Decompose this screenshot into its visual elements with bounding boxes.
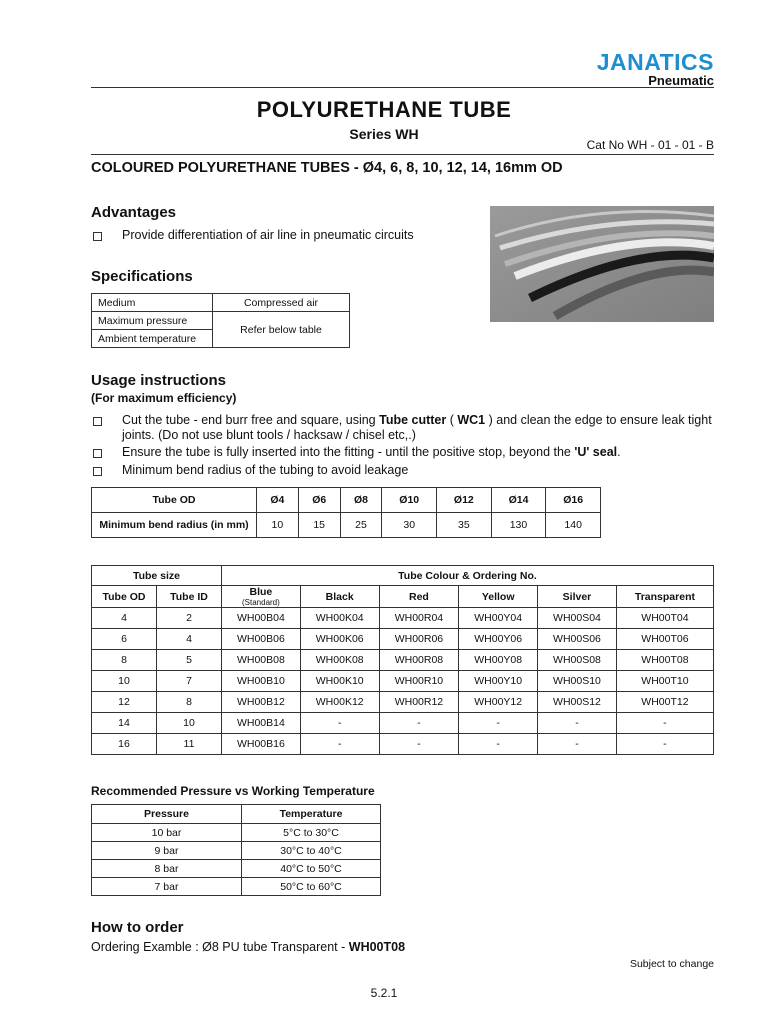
table-cell: 130 bbox=[491, 513, 546, 538]
spec-value: Refer below table bbox=[213, 312, 350, 348]
table-row bbox=[92, 294, 350, 312]
table-cell: 40°C to 50°C bbox=[242, 860, 381, 878]
table-cell: 2 bbox=[157, 608, 222, 629]
table-cell: WH00T04 bbox=[616, 608, 713, 629]
ordering-example-text: Ordering Examble : Ø8 PU tube Transparent - bbox=[91, 940, 349, 954]
checkbox-bullet-icon bbox=[93, 449, 102, 458]
table-cell: 10 bbox=[257, 513, 299, 538]
table-cell: - bbox=[379, 713, 459, 734]
table-row bbox=[92, 878, 381, 896]
table-cell: 5°C to 30°C bbox=[242, 824, 381, 842]
table-row bbox=[92, 650, 714, 671]
table-row bbox=[92, 860, 381, 878]
spec-value: Compressed air bbox=[213, 294, 350, 312]
table-cell: WH00K10 bbox=[300, 671, 379, 692]
table-cell: 8 bar bbox=[92, 860, 242, 878]
table-header: Minimum bend radius (in mm) bbox=[92, 513, 257, 538]
brand-logo bbox=[597, 50, 714, 88]
usage-item bbox=[91, 445, 721, 460]
checkbox-bullet-icon bbox=[93, 417, 102, 426]
table-cell: WH00Y10 bbox=[459, 671, 538, 692]
table-cell: - bbox=[538, 734, 617, 755]
table-cell: WH00R08 bbox=[379, 650, 459, 671]
how-to-order-heading: How to order bbox=[91, 919, 184, 936]
header-rule bbox=[91, 87, 714, 88]
table-cell: WH00K04 bbox=[300, 608, 379, 629]
table-cell: WH00S12 bbox=[538, 692, 617, 713]
table-header: Transparent bbox=[616, 586, 713, 608]
usage-text-part: Cut the tube - end burr free and square, using bbox=[122, 413, 380, 427]
advantage-item bbox=[91, 228, 471, 243]
table-header: Ø10 bbox=[382, 488, 437, 513]
table-cell: 9 bar bbox=[92, 842, 242, 860]
table-row bbox=[92, 629, 714, 650]
usage-text-part: ) and clean the edge to ensure leak tight joints. (Do not use blunt tools / hacksaw / chisel etc,.) bbox=[122, 413, 712, 442]
subject-to-change-note: Subject to change bbox=[629, 958, 714, 970]
table-row bbox=[92, 692, 714, 713]
table-cell: 16 bbox=[92, 734, 157, 755]
table-cell: - bbox=[379, 734, 459, 755]
usage-text-part: . bbox=[617, 445, 621, 459]
table-header: Ø8 bbox=[340, 488, 382, 513]
usage-subheading: (For maximum efficiency) bbox=[91, 391, 237, 405]
table-group-header: Tube size bbox=[92, 566, 222, 586]
table-header bbox=[222, 586, 301, 608]
table-row bbox=[92, 608, 714, 629]
ordering-example-code: WH00T08 bbox=[348, 940, 406, 954]
checkbox-bullet-icon bbox=[93, 232, 102, 241]
table-row bbox=[92, 586, 714, 608]
table-cell: WH00R06 bbox=[379, 629, 459, 650]
table-header: Pressure bbox=[92, 805, 242, 824]
table-cell: WH00T10 bbox=[616, 671, 713, 692]
table-cell: WH00S04 bbox=[538, 608, 617, 629]
table-cell: WH00K08 bbox=[300, 650, 379, 671]
page-number: 5.2.1 bbox=[370, 986, 398, 1000]
table-cell: WH00Y12 bbox=[459, 692, 538, 713]
table-cell: WH00T08 bbox=[616, 650, 713, 671]
brand-subtitle: Pneumatic bbox=[648, 73, 714, 88]
table-cell: - bbox=[459, 734, 538, 755]
table-header: Ø16 bbox=[546, 488, 601, 513]
usage-text bbox=[122, 413, 721, 443]
ordering-table bbox=[91, 565, 714, 755]
table-cell: - bbox=[616, 734, 713, 755]
table-cell: 8 bbox=[157, 692, 222, 713]
table-cell: 8 bbox=[92, 650, 157, 671]
table-cell: WH00T06 bbox=[616, 629, 713, 650]
pressure-table-heading: Recommended Pressure vs Working Temperature bbox=[91, 784, 375, 798]
catalog-number: Cat No WH - 01 - 01 - B bbox=[586, 138, 714, 152]
table-header: Black bbox=[300, 586, 379, 608]
page-title: POLYURETHANE TUBE bbox=[256, 97, 512, 122]
table-cell: WH00B10 bbox=[222, 671, 301, 692]
specifications-table bbox=[91, 293, 350, 348]
table-cell: 25 bbox=[340, 513, 382, 538]
spec-label: Maximum pressure bbox=[92, 312, 213, 330]
usage-text-part: ( bbox=[446, 413, 458, 427]
section-subheading: COLOURED POLYURETHANE TUBES - Ø4, 6, 8, 10, 12, 14, 16mm OD bbox=[91, 160, 563, 176]
table-cell: 12 bbox=[92, 692, 157, 713]
usage-heading: Usage instructions bbox=[91, 372, 227, 389]
table-row bbox=[92, 713, 714, 734]
table-cell: WH00B04 bbox=[222, 608, 301, 629]
table-cell: WH00R12 bbox=[379, 692, 459, 713]
blue-header: Blue bbox=[249, 585, 273, 598]
ordering-example bbox=[91, 940, 405, 954]
table-cell: 4 bbox=[92, 608, 157, 629]
table-cell: 30°C to 40°C bbox=[242, 842, 381, 860]
table-cell: WH00B12 bbox=[222, 692, 301, 713]
table-row bbox=[92, 805, 381, 824]
tube-cutter-label: Tube cutter bbox=[379, 413, 447, 427]
table-cell: - bbox=[300, 734, 379, 755]
table-cell: - bbox=[459, 713, 538, 734]
spec-label: Ambient temperature bbox=[92, 330, 213, 348]
blue-standard-note: (Standard) bbox=[242, 597, 280, 607]
table-row bbox=[92, 824, 381, 842]
usage-item bbox=[91, 463, 721, 478]
table-cell: WH00K06 bbox=[300, 629, 379, 650]
table-cell: WH00B08 bbox=[222, 650, 301, 671]
tubes-illustration bbox=[490, 206, 714, 322]
table-cell: 11 bbox=[157, 734, 222, 755]
table-header: Ø14 bbox=[491, 488, 546, 513]
table-row bbox=[92, 312, 350, 330]
table-cell: 140 bbox=[546, 513, 601, 538]
table-header: Temperature bbox=[242, 805, 381, 824]
table-cell: 30 bbox=[382, 513, 437, 538]
table-header: Ø12 bbox=[437, 488, 492, 513]
table-cell: WH00B16 bbox=[222, 734, 301, 755]
table-cell: - bbox=[538, 713, 617, 734]
table-row bbox=[92, 734, 714, 755]
advantage-text: Provide differentiation of air line in pneumatic circuits bbox=[122, 228, 414, 242]
spec-label: Medium bbox=[92, 294, 213, 312]
table-header: Tube OD bbox=[92, 488, 257, 513]
table-cell: 50°C to 60°C bbox=[242, 878, 381, 896]
bend-radius-table bbox=[91, 487, 601, 538]
table-cell: 10 bbox=[92, 671, 157, 692]
title-rule bbox=[91, 154, 714, 155]
table-header: Silver bbox=[538, 586, 617, 608]
table-cell: WH00S06 bbox=[538, 629, 617, 650]
table-header: Yellow bbox=[459, 586, 538, 608]
table-cell: WH00Y04 bbox=[459, 608, 538, 629]
table-header: Red bbox=[379, 586, 459, 608]
table-cell: 5 bbox=[157, 650, 222, 671]
wc1-label: WC1 bbox=[457, 413, 486, 427]
table-cell: 10 bar bbox=[92, 824, 242, 842]
table-cell: 14 bbox=[92, 713, 157, 734]
pressure-table-body bbox=[92, 824, 381, 896]
advantages-heading: Advantages bbox=[91, 204, 177, 221]
pressure-temperature-table bbox=[91, 804, 381, 896]
table-cell: 7 bbox=[157, 671, 222, 692]
series-label: Series WH bbox=[349, 126, 419, 142]
specifications-heading: Specifications bbox=[91, 268, 193, 285]
table-cell: 6 bbox=[92, 629, 157, 650]
table-cell: - bbox=[616, 713, 713, 734]
table-cell: WH00T12 bbox=[616, 692, 713, 713]
table-header: Tube OD bbox=[92, 586, 157, 608]
table-cell: 15 bbox=[298, 513, 340, 538]
usage-item bbox=[91, 413, 721, 443]
usage-text-part: Ensure the tube is fully inserted into the fitting - until the positive stop, beyond the bbox=[122, 445, 575, 459]
table-cell: WH00R04 bbox=[379, 608, 459, 629]
table-cell: WH00Y06 bbox=[459, 629, 538, 650]
table-cell: - bbox=[300, 713, 379, 734]
table-row bbox=[92, 671, 714, 692]
table-header: Ø6 bbox=[298, 488, 340, 513]
tubes-photo bbox=[490, 206, 714, 322]
table-cell: WH00K12 bbox=[300, 692, 379, 713]
table-cell: 7 bar bbox=[92, 878, 242, 896]
u-seal-label: 'U' seal bbox=[574, 445, 618, 459]
table-row bbox=[92, 566, 714, 586]
usage-text: Minimum bend radius of the tubing to avoid leakage bbox=[122, 463, 409, 477]
ordering-table-body bbox=[92, 608, 714, 755]
table-cell: 4 bbox=[157, 629, 222, 650]
table-row bbox=[92, 488, 601, 513]
table-cell: WH00B06 bbox=[222, 629, 301, 650]
table-cell: WH00B14 bbox=[222, 713, 301, 734]
table-header: Ø4 bbox=[257, 488, 299, 513]
table-group-header: Tube Colour & Ordering No. bbox=[222, 566, 714, 586]
table-cell: WH00S10 bbox=[538, 671, 617, 692]
table-header: Tube ID bbox=[157, 586, 222, 608]
table-cell: WH00S08 bbox=[538, 650, 617, 671]
table-cell: 10 bbox=[157, 713, 222, 734]
brand-name: JANATICS bbox=[596, 49, 714, 75]
table-row bbox=[92, 513, 601, 538]
table-cell: WH00R10 bbox=[379, 671, 459, 692]
table-cell: 35 bbox=[437, 513, 492, 538]
table-row bbox=[92, 842, 381, 860]
checkbox-bullet-icon bbox=[93, 467, 102, 476]
table-cell: WH00Y08 bbox=[459, 650, 538, 671]
usage-text bbox=[122, 445, 721, 460]
